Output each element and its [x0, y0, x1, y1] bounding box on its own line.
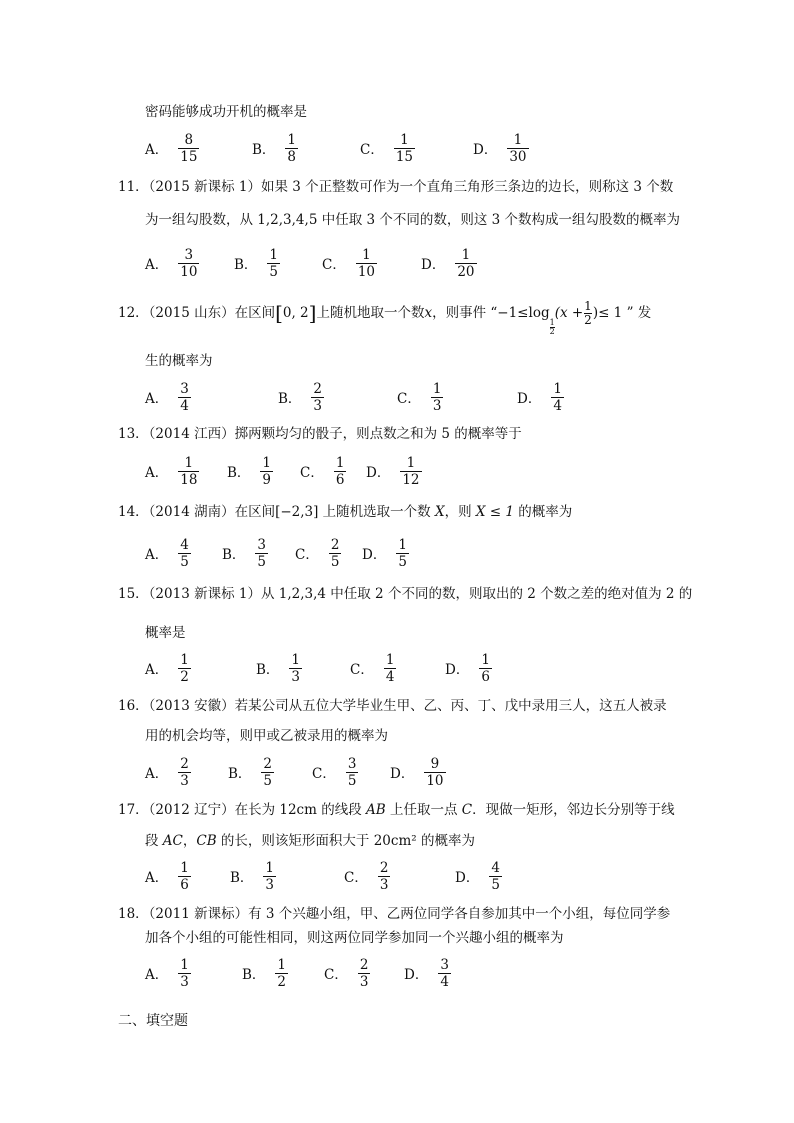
fraction: $\frac{1}{20}$	[457, 246, 475, 280]
option-label: C．	[360, 142, 384, 158]
q15-option-c: C． $\frac{1}{4}$	[350, 651, 395, 685]
q14-options	[0, 533, 794, 573]
fraction: $\frac{1}{15}$	[395, 131, 414, 165]
fraction: $\frac{3}{4}$	[440, 956, 449, 990]
fraction: $\frac{1}{10}$	[357, 246, 376, 280]
q17-option-b: B． $\frac{1}{3}$	[230, 859, 275, 893]
q18-line2: 加各个小组的可能性相同，则这两位同学参加同一个兴趣小组的概率为	[145, 930, 564, 946]
q12-option-c: C． $\frac{1}{3}$	[397, 380, 442, 414]
q16-line1: 16．（2013 安徽）若某公司从五位大学毕业生甲、乙、丙、丁、戊中录用三人，这五人被录	[118, 698, 667, 714]
fraction: $\frac{3}{5}$	[257, 536, 267, 570]
q15-option-d: D． $\frac{1}{6}$	[445, 651, 490, 685]
fraction: $\frac{4}{5}$	[491, 859, 500, 893]
q16-options	[0, 752, 794, 792]
fraction: $\frac{1}{3}$	[291, 651, 301, 685]
q17-option-a: A． $\frac{1}{6}$	[145, 859, 189, 893]
q16-line2: 用的机会均等，则甲或乙被录用的概率为	[145, 728, 388, 744]
fraction: $\frac{2}{3}$	[180, 755, 189, 789]
q18-option-a: A． $\frac{1}{3}$	[145, 956, 189, 990]
q16-option-d: D． $\frac{9}{10}$	[390, 755, 444, 789]
q12-option-a: A． $\frac{3}{4}$	[145, 380, 189, 414]
fraction: $\frac{1}{4}$	[553, 380, 562, 414]
q15-line1: 15．（2013 新课标 1）从 1,2,3,4 中任取 2 个不同的数，则取出的 2 个数之差的绝对值为 2 的	[118, 586, 693, 602]
q13-option-d: D． $\frac{1}{12}$	[366, 454, 420, 488]
fraction: $\frac{3}{10}$	[180, 246, 198, 280]
fraction: $\frac{1}{30}$	[509, 131, 527, 165]
fraction: $\frac{3}{4}$	[180, 380, 189, 414]
q10-options	[0, 128, 794, 168]
fraction: $\frac{2}{3}$	[379, 859, 389, 893]
q17-line1: 17．（2012 辽宁）在长为 12cm 的线段 AB 上任取一点 C．现做一矩形，邻边长分别等于线	[118, 802, 675, 818]
q11-options	[0, 243, 794, 283]
q15-options	[0, 648, 794, 688]
q18-option-c: C． $\frac{2}{3}$	[324, 956, 369, 990]
half-fraction: $\frac{1}{2}$	[584, 299, 592, 327]
q17-line2: 段 AC，CB 的长，则该矩形面积大于 20cm² 的概率为	[145, 833, 475, 849]
q10-option-c	[360, 128, 415, 168]
q17-option-c: C． $\frac{2}{3}$	[344, 859, 389, 893]
q12-options	[0, 377, 794, 417]
fraction: $\frac{1}{3}$	[432, 380, 442, 414]
fraction: $\frac{1}{2}$	[180, 651, 189, 685]
fraction: $\frac{4}{5}$	[180, 536, 189, 570]
fraction: $\frac{1}{18}$	[180, 454, 198, 488]
q13-option-a: A． $\frac{1}{18}$	[145, 454, 198, 488]
q14-option-d: D． $\frac{1}{5}$	[362, 536, 407, 570]
fraction: $\frac{1}{4}$	[385, 651, 395, 685]
fraction: $\frac{9}{10}$	[426, 755, 444, 789]
option-label: B．	[252, 142, 276, 158]
q13-options	[0, 451, 794, 491]
q16-option-a: A． $\frac{2}{3}$	[145, 755, 189, 789]
q14-condition: X ≤ 1	[475, 504, 515, 520]
q15-option-b: B． $\frac{1}{3}$	[256, 651, 301, 685]
fraction: $\frac{3}{5}$	[347, 755, 357, 789]
fraction: $\frac{2}{3}$	[359, 956, 369, 990]
q11-option-a: A． $\frac{3}{10}$	[145, 246, 198, 280]
q10-stem: 密码能够成功开机的概率是	[145, 104, 307, 120]
q18-option-b: B． $\frac{1}{2}$	[242, 956, 287, 990]
q12-interval: 0, 2	[282, 305, 309, 321]
fraction: $\frac{1}{5}$	[269, 246, 279, 280]
fraction: $\frac{1}{3}$	[180, 956, 189, 990]
fraction: $\frac{1}{2}$	[277, 956, 287, 990]
fraction: $\frac{1}{12}$	[402, 454, 420, 488]
fraction: $\frac{1}{5}$	[398, 536, 407, 570]
q18-options	[0, 953, 794, 993]
q11-option-b: B． $\frac{1}{5}$	[234, 246, 279, 280]
fraction: $\frac{8}{15}$	[180, 131, 198, 165]
q15-line2: 概率是	[145, 625, 186, 641]
q14-option-b: B． $\frac{3}{5}$	[222, 536, 267, 570]
q11-option-c: C． $\frac{1}{10}$	[322, 246, 376, 280]
q17-option-d: D． $\frac{4}{5}$	[455, 859, 500, 893]
fraction: $\frac{2}{5}$	[263, 755, 273, 789]
q11-option-d: D． $\frac{1}{20}$	[421, 246, 475, 280]
q14-line1: 14．（2014 湖南）在区间[−2,3] 上随机选取一个数 X，则 X ≤ 1 的概率为	[118, 504, 573, 520]
q12-option-d: D． $\frac{1}{4}$	[517, 380, 562, 414]
section-heading: 二、填空题	[118, 1013, 188, 1029]
log-base-fraction: $\frac{1}{2}$	[549, 318, 555, 336]
fraction: $\frac{1}{6}$	[335, 454, 345, 488]
option-label: A．	[145, 142, 169, 158]
log-expr: log $\frac{1}{2}$ (x + $\frac{1}{2}$ )≤ 1 ” 发	[528, 299, 652, 336]
q17-options	[0, 856, 794, 896]
fraction: $\frac{1}{6}$	[180, 859, 189, 893]
fraction: $\frac{1}{8}$	[287, 131, 297, 165]
q18-line1: 18．（2011 新课标）有 3 个兴趣小组，甲、乙两位同学各自参加其中一个小组，每位同学参	[118, 906, 671, 922]
fraction: $\frac{2}{5}$	[330, 536, 340, 570]
q10-option-d	[473, 128, 529, 168]
q16-option-c: C． $\frac{3}{5}$	[312, 755, 357, 789]
q13-line1: 13．（2014 江西）掷两颗均匀的骰子，则点数之和为 5 的概率等于	[118, 426, 522, 442]
q14-option-c: C． $\frac{2}{5}$	[295, 536, 340, 570]
q12-line2: 生的概率为	[145, 353, 213, 369]
q18-option-d: D． $\frac{3}{4}$	[404, 956, 449, 990]
q11-line2: 为一组勾股数，从 1,2,3,4,5 中任取 3 个不同的数，则这 3 个数构成一组勾股数的概率为	[145, 212, 681, 228]
fraction: $\frac{1}{6}$	[481, 651, 490, 685]
fraction: $\frac{1}{3}$	[265, 859, 275, 893]
q12-option-b: B． $\frac{2}{3}$	[278, 380, 323, 414]
q13-option-c: C． $\frac{1}{6}$	[300, 454, 345, 488]
fraction: $\frac{1}{9}$	[262, 454, 272, 488]
q10-option-a	[145, 128, 199, 168]
q11-line1: 11．（2015 新课标 1）如果 3 个正整数可作为一个直角三角形三条边的边长，则称这 3 个数	[118, 179, 674, 195]
q13-option-b: B． $\frac{1}{9}$	[227, 454, 272, 488]
fraction: $\frac{2}{3}$	[313, 380, 323, 414]
q15-option-a: A． $\frac{1}{2}$	[145, 651, 189, 685]
q12-line1: 12．（2015 山东）在区间[0, 2]上随机地取一个数x，则事件 “−1≤log $\frac{1}{2}$ (x + $\frac{1}{2}$ )≤ 1 ” 发	[118, 299, 652, 336]
q14-option-a: A． $\frac{4}{5}$	[145, 536, 189, 570]
q16-option-b: B． $\frac{2}{5}$	[228, 755, 273, 789]
q10-option-b	[252, 128, 298, 168]
option-label: D．	[473, 142, 498, 158]
